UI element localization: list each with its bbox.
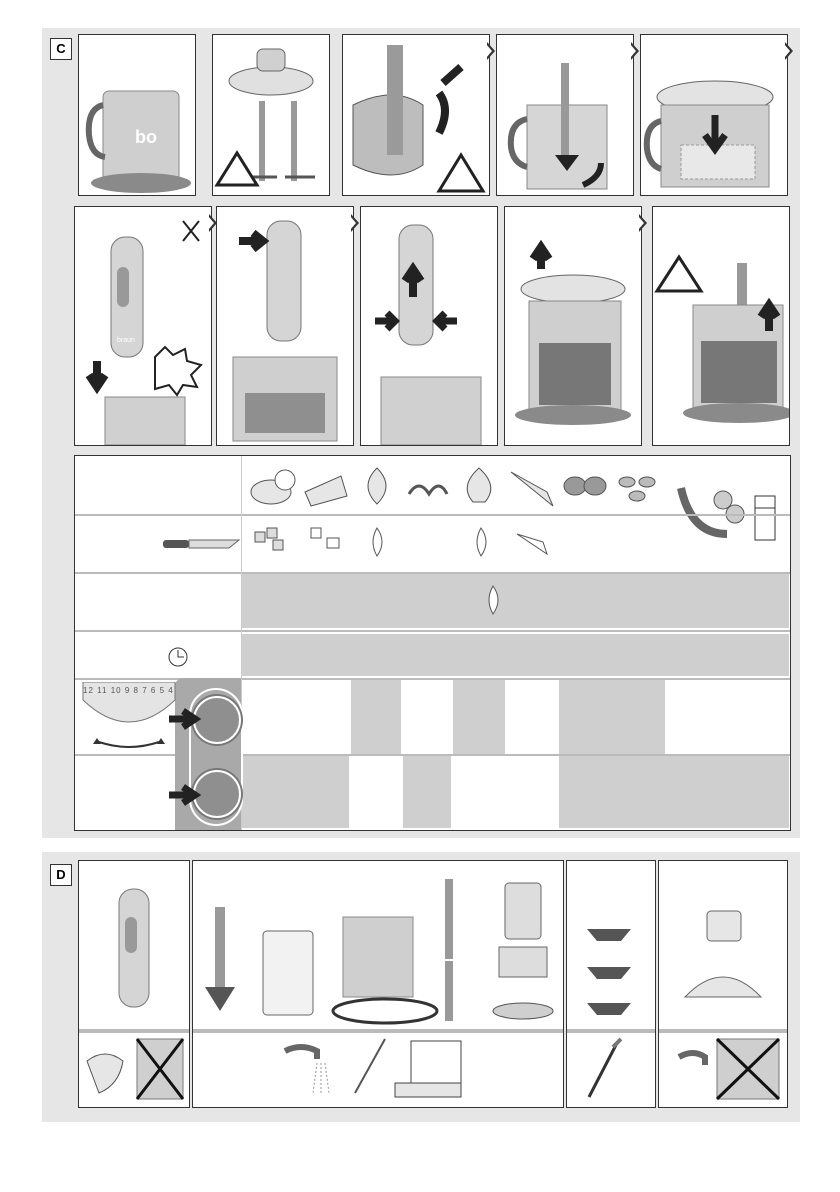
carrot-icon	[505, 462, 561, 510]
blade-assembly-icon	[213, 35, 329, 195]
row-separator	[75, 572, 790, 574]
step-lid-placement-panel	[640, 34, 788, 196]
garlic-icon	[457, 464, 501, 508]
dial-number-8: 8	[133, 686, 139, 695]
lid-removal-icon	[505, 207, 641, 445]
processing-table	[74, 455, 791, 831]
arrow-right-icon	[167, 708, 203, 730]
speed-cell-nuts	[559, 680, 665, 754]
clean-brush-panel	[566, 860, 656, 1108]
next-step-arrow	[639, 214, 647, 232]
fruit-icon	[675, 478, 751, 542]
blade-placement-icon	[497, 35, 633, 195]
next-step-arrow	[487, 42, 495, 60]
cheese-chopped-icon	[307, 524, 347, 554]
clean-motor-panel	[78, 860, 190, 1108]
speed-dial-scale	[83, 686, 175, 695]
motor-on-icon	[217, 207, 353, 445]
carrot-chopped-icon	[511, 526, 555, 558]
step-blade-placement-panel	[496, 34, 634, 196]
garlic-chopped-icon-2	[483, 584, 503, 618]
step-bowl-panel	[78, 34, 196, 196]
dial-number-11: 11	[97, 686, 108, 695]
meat-chopped-icon	[251, 524, 291, 554]
next-step-arrow	[631, 42, 639, 60]
dial-number-7: 7	[142, 686, 148, 695]
onion-icon	[357, 464, 397, 508]
turbo-cell-meat-cheese	[241, 756, 349, 828]
motor-logo-text: braun	[117, 337, 135, 344]
step-blade-assembly-panel	[212, 34, 330, 196]
dial-number-12: 12	[83, 686, 94, 695]
row-separator	[75, 630, 790, 632]
no-dishwasher-icon	[659, 861, 787, 1107]
quantity-row	[241, 574, 789, 628]
step-blade-removal-panel	[652, 206, 790, 446]
dial-number-10: 10	[110, 686, 122, 695]
row-separator	[75, 514, 790, 516]
dishwasher-icon	[193, 861, 563, 1107]
measure-cup-icon	[753, 494, 777, 542]
clean-dishwasher-panel	[192, 860, 564, 1108]
dial-number-6: 6	[150, 686, 157, 695]
step-motor-release-panel	[360, 206, 498, 446]
clean-no-dishwasher-panel	[658, 860, 788, 1108]
next-step-arrow	[785, 42, 793, 60]
walnuts-icon	[561, 470, 609, 502]
bowl-icon	[79, 35, 195, 195]
blade-removal-icon	[653, 207, 789, 445]
onion-chopped-icon	[365, 526, 389, 558]
time-row	[241, 634, 789, 676]
section-label-c: C	[50, 38, 72, 60]
knife-icon	[163, 534, 243, 554]
garlic-chopped-icon	[469, 526, 493, 558]
clock-icon	[167, 646, 189, 668]
turbo-cell-nuts-fruit	[559, 756, 789, 828]
herbs-icon	[405, 470, 449, 502]
step-motor-on-panel	[216, 206, 354, 446]
speed-cell-garlic	[453, 680, 505, 754]
step-blade-insert-panel	[342, 34, 490, 196]
motor-release-icon	[361, 207, 497, 445]
speed-cell-onion	[351, 680, 401, 754]
step-motor-attach-panel	[74, 206, 212, 446]
turbo-cell-herbs	[403, 756, 451, 828]
step-lid-removal-panel	[504, 206, 642, 446]
motor-wipe-icon	[79, 861, 189, 1107]
section-label-d: D	[50, 864, 72, 886]
dial-number-5: 5	[159, 686, 166, 695]
lid-placement-icon	[641, 35, 787, 195]
dial-number-4: 4	[168, 686, 174, 695]
beaker-text: bo	[135, 127, 157, 147]
brush-icon	[567, 861, 655, 1107]
cheese-icon	[301, 462, 351, 510]
meat-icon	[247, 462, 299, 510]
next-step-arrow	[351, 214, 359, 232]
blade-insert-icon	[343, 35, 489, 195]
almonds-icon	[613, 470, 665, 506]
arrow-right-icon	[167, 784, 203, 806]
dial-number-9: 9	[124, 686, 131, 695]
motor-attach-icon	[75, 207, 211, 445]
